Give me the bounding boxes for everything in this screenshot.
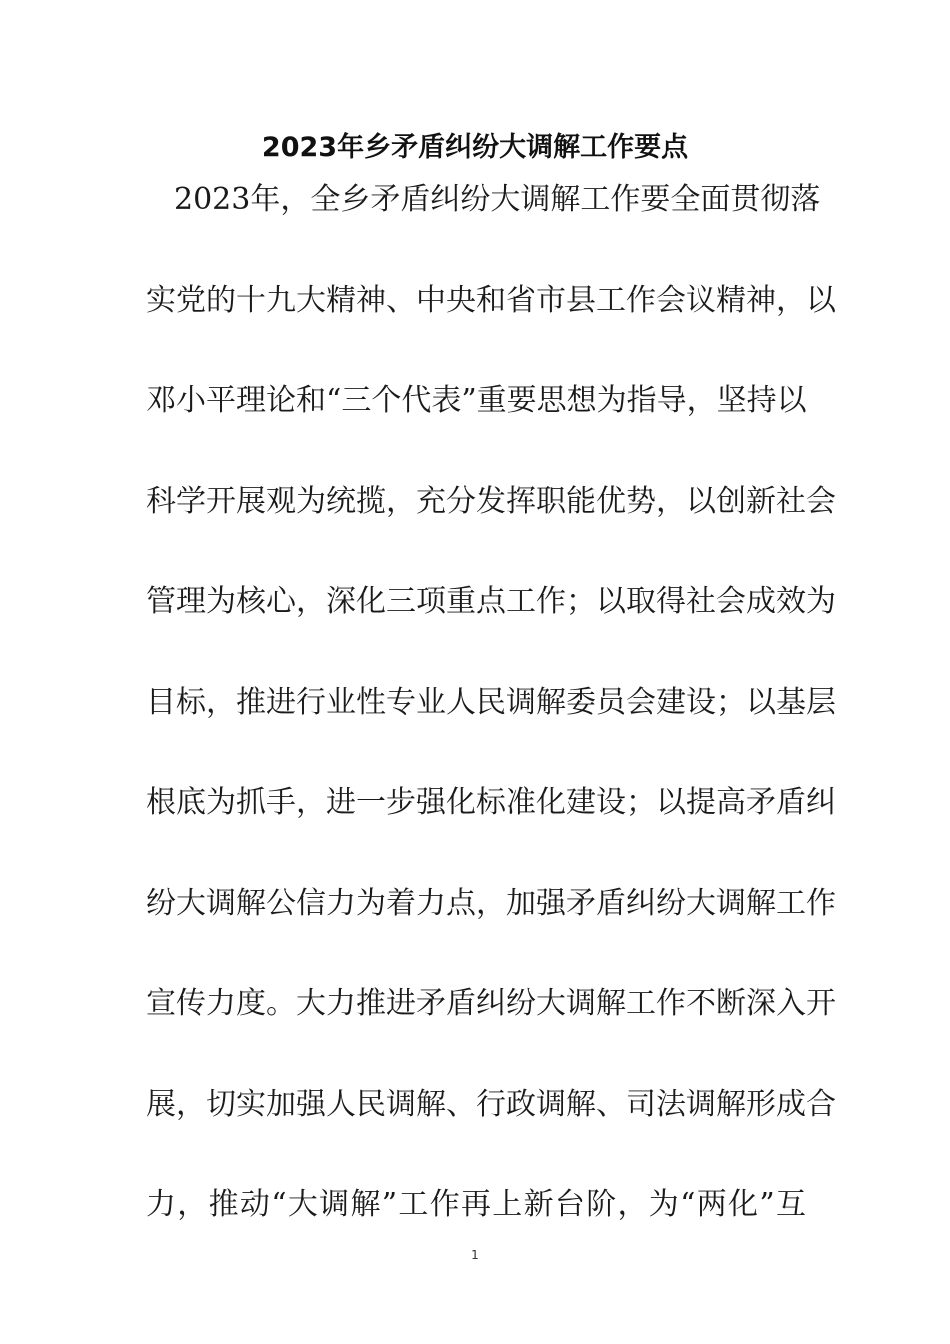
body-line: 力，推动“大调解”工作再上新台阶，为“两化”互 — [146, 1187, 806, 1222]
body-line: 邓小平理论和“三个代表”重要思想为指导，坚持以 — [146, 383, 807, 418]
body-line: 2023年，全乡矛盾纠纷大调解工作要全面贯彻落 — [174, 182, 821, 217]
body-line: 管理为核心，深化三项重点工作；以取得社会成效为 — [146, 584, 836, 619]
body-line: 根底为抓手，进一步强化标准化建设；以提高矛盾纠 — [146, 785, 836, 820]
body-line: 科学开展观为统揽，充分发挥职能优势，以创新社会 — [146, 483, 836, 519]
page-number: 1 — [471, 1248, 479, 1262]
body-line: 展，切实加强人民调解、行政调解、司法调解形成合 — [146, 1086, 836, 1122]
document-title: 2023年乡矛盾纠纷大调解工作要点 — [261, 132, 689, 163]
body-line: 目标，推进行业性专业人民调解委员会建设；以基层 — [146, 684, 836, 720]
document-body — [146, 176, 836, 1282]
body-line: 宣传力度。大力推进矛盾纠纷大调解工作不断深入开 — [146, 986, 836, 1021]
body-line: 纷大调解公信力为着力点，加强矛盾纠纷大调解工作 — [146, 885, 836, 921]
body-line: 实党的十九大精神、中央和省市县工作会议精神，以 — [146, 282, 836, 318]
